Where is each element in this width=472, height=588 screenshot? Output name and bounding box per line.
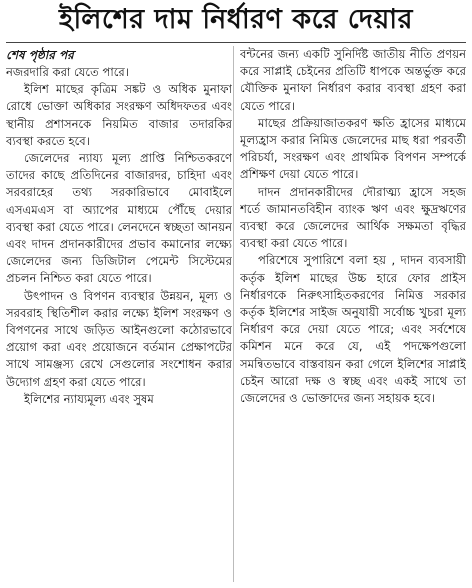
right-paragraph-1: বন্টনের জন্য একটি সুনির্দিষ্ট জাতীয় নীতি প্রণয়ন করে সাপ্লাই চেইনের প্রতিটি ধাপকে অন্তর্ভুক্ত করে যৌক্তিক মুনাফা নির্ধারণ করার ব্যবস্থা গ্রহণ করা যেতে পারে। — [240, 47, 466, 113]
right-paragraph-3: দাদন প্রদানকারীদের দৌরাত্ম্য হ্রাসে সহজ শর্তে জামানতবিহীন ব্যাংক ঋণ এবং ক্ষুদ্রঋণের ব্যবস্থা করে জেলেদের আর্থিক সক্ষমতা বৃদ্ধির ব্যবস্থা করা যেতে পারে। — [240, 184, 466, 251]
left-paragraph-1: নজরদারি করা যেতে পারে। — [6, 65, 129, 79]
right-paragraph-4: পরিশেষে সুপারিশে বলা হয় , দাদন ব্যবসায়ী কর্তৃক ইলিশ মাছের উচ্চ হারে ফোর প্রাইস নির্ধারণকে নিরুৎসাহিতকরণের নিমিত্ত সরকার কর্তৃক ইলিশের সাইজ অনুযায়ী সর্বোচ্চ খুচরা মূল্য নির্ধারণ করে দেয়া যেতে পারে; এবং সর্বশেষে কমিশন মনে করে যে, এই পদক্ষেপগুলো সমন্বিতভাবে বাস্তবায়ন করা গেলে ইলিশের সাপ্লাই চেইন আরো দক্ষ ও স্বচ্ছ এবং একই সাথে তা জেলেদের ও ভোক্তাদের জন্য সহায়ক হবে। — [240, 253, 466, 406]
right-column — [240, 46, 466, 586]
right-paragraph-2: মাছের প্রক্রিয়াজাতকরণ ক্ষতি হ্রাসের মাধ্যমে মূল্যহ্রাস করার নিমিত্ত জেলেদের মাছ ধরা পরবর্তী পরিচর্যা, সংরক্ষণ এবং প্রাথমিক বিপণন সম্পর্কে প্রশিক্ষণ দেয়া যেতে পারে। — [240, 115, 466, 182]
headline-rule — [6, 42, 466, 43]
left-paragraph-4: উৎপাদন ও বিপণন ব্যবস্থার উন্নয়ন, মূল্য ও সরবরাহ স্থিতিশীল করার লক্ষ্যে ইলিশ সংরক্ষণ ও বিপণনের সাথে জড়িত আইনগুলো কঠোরভাবে প্রয়োগ করা এবং প্রয়োজনে বর্তমান প্রেক্ষাপটের সাথে সামঞ্জস্য রেখে সেগুলোর সংশোধন করার উদ্যোগ গ্রহণ করা যেতে পারে। — [6, 288, 232, 389]
left-column — [6, 46, 232, 586]
left-paragraph-5: ইলিশের ন্যায্যমূল্য এবং সুষম — [24, 391, 154, 406]
headline: ইলিশের দাম নির্ধারণ করে দেয়ার — [59, 4, 413, 35]
left-paragraph-2: ইলিশ মাছের কৃত্রিম সঙ্কট ও অধিক মুনাফা রোধে ভোক্তা অধিকার সংরক্ষণ অধিদফতর এবং স্থানীয় প্রশাসনকে নিয়মিত বাজার তদারকির ব্যবস্থা করতে হবে। — [6, 82, 232, 148]
continued-label: শেষ পৃষ্ঠার পর — [6, 48, 74, 62]
left-paragraph-3: জেলেদের ন্যায্য মূল্য প্রাপ্তি নিশ্চিতকরণে তাদের কাছে প্রতিদিনের বাজারদর, চাহিদা এবং সরবরাহের তথ্য সরকারিভাবে মোবাইলে এসএমএস বা অ্যাপের মাধ্যমে পৌঁছে দেয়ার ব্যবস্থা করা যেতে পারে। লেনদেনে স্বচ্ছতা আনয়ন এবং দাদন প্রদানকারীদের প্রভাব কমানোর লক্ষ্যে জেলেদের জন্য ডিজিটাল পেমেন্ট সিস্টেমের প্রচলন নিশ্চিত করা যেতে পারে। — [6, 151, 232, 286]
column-divider — [233, 46, 234, 582]
